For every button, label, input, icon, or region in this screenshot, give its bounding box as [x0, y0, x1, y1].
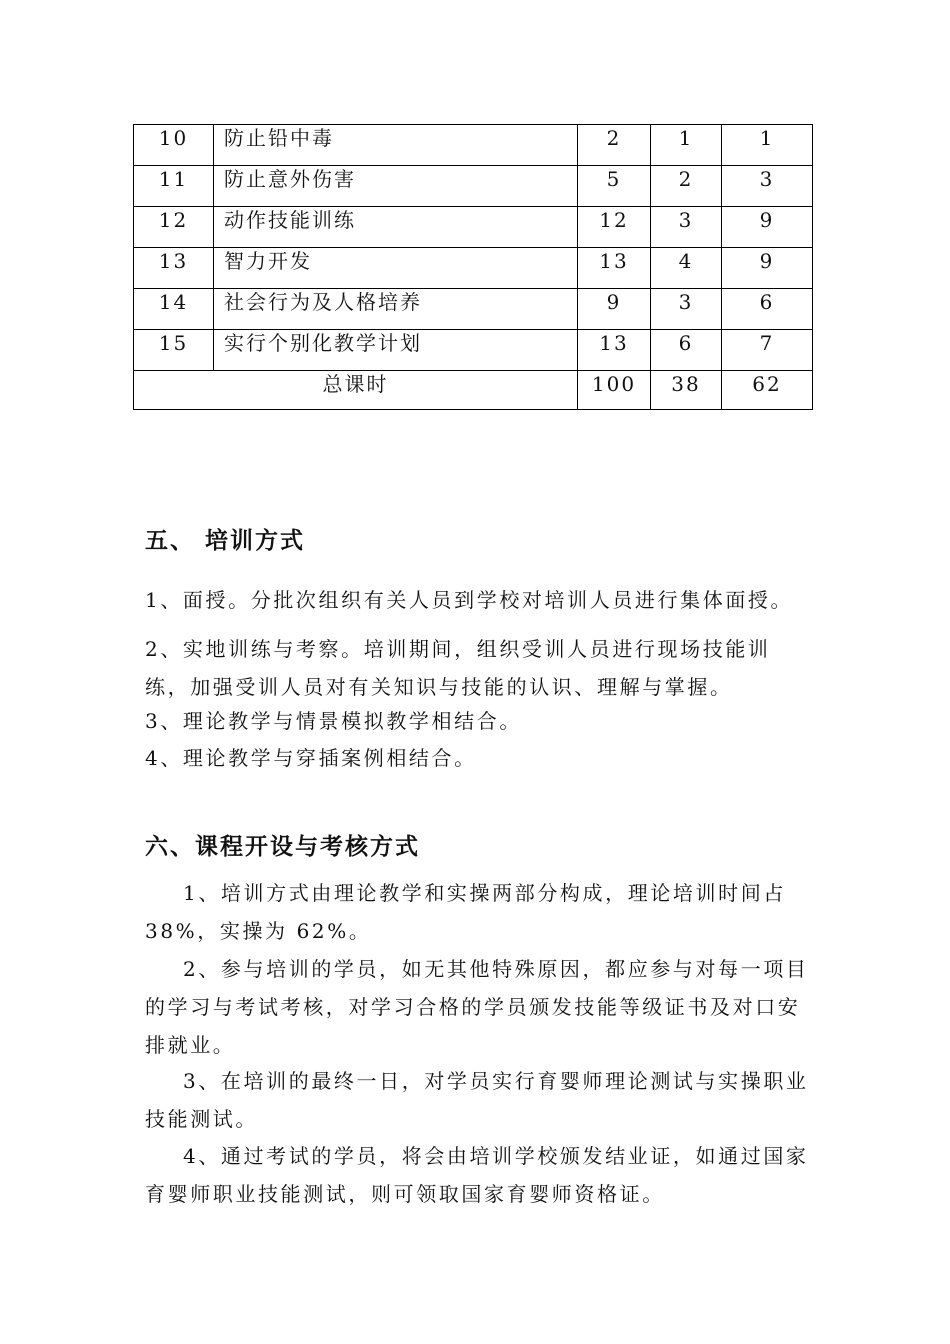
section-6-item-3: 3、在培训的最终一日，对学员实行育婴师理论测试与实操职业技能测试。 [145, 1069, 809, 1131]
grand-theory-hours: 38 [651, 371, 722, 410]
table-row [134, 248, 813, 289]
theory-hours: 2 [651, 166, 722, 207]
course-name: 智力开发 [214, 248, 578, 289]
course-name: 防止铅中毒 [214, 125, 578, 166]
course-hours-table [133, 124, 813, 410]
table-row [134, 207, 813, 248]
table-row [134, 166, 813, 207]
practice-hours: 3 [722, 166, 813, 207]
total-hours: 13 [578, 248, 651, 289]
section-6-title: 六、课程开设与考核方式 [145, 833, 420, 860]
practice-hours: 6 [722, 289, 813, 330]
section-5-item-1: 1、面授。分批次组织有关人员到学校对培训人员进行集体面授。 [145, 588, 794, 612]
section-6-item-4: 4、通过考试的学员，将会由培训学校颁发结业证，如通过国家育婴师职业技能测试，则可领取国家育婴师资格证。 [145, 1144, 809, 1206]
grand-total-hours: 100 [578, 371, 651, 410]
course-name: 实行个别化教学计划 [214, 330, 578, 371]
total-hours: 9 [578, 289, 651, 330]
table-row [134, 125, 813, 166]
section-5-item-2: 2、实地训练与考察。培训期间，组织受训人员进行现场技能训练，加强受训人员对有关知识与技能的认识、理解与掌握。 [145, 637, 771, 699]
total-label: 总课时 [134, 371, 578, 410]
row-number: 12 [134, 207, 214, 248]
course-name: 社会行为及人格培养 [214, 289, 578, 330]
theory-hours: 3 [651, 207, 722, 248]
section-6-item-1: 1、培训方式由理论教学和实操两部分构成，理论培训时间占 38%，实操为 62%。 [145, 881, 786, 943]
course-name: 动作技能训练 [214, 207, 578, 248]
total-hours: 2 [578, 125, 651, 166]
total-row [134, 371, 813, 410]
row-number: 11 [134, 166, 214, 207]
row-number: 13 [134, 248, 214, 289]
practice-hours: 9 [722, 207, 813, 248]
table-row [134, 289, 813, 330]
practice-hours: 7 [722, 330, 813, 371]
section-5-item-3: 3、理论教学与情景模拟教学相结合。 [145, 709, 522, 733]
row-number: 15 [134, 330, 214, 371]
row-number: 10 [134, 125, 214, 166]
total-hours: 13 [578, 330, 651, 371]
table-row [134, 330, 813, 371]
practice-hours: 1 [722, 125, 813, 166]
total-hours: 12 [578, 207, 651, 248]
section-6-item-2: 2、参与培训的学员，如无其他特殊原因，都应参与对每一项目的学习与考试考核，对学习合格的学员颁发技能等级证书及对口安排就业。 [145, 957, 809, 1057]
theory-hours: 3 [651, 289, 722, 330]
section-5-title: 五、 培训方式 [145, 527, 306, 554]
theory-hours: 6 [651, 330, 722, 371]
section-5-item-4: 4、理论教学与穿插案例相结合。 [145, 746, 477, 770]
theory-hours: 4 [651, 248, 722, 289]
theory-hours: 1 [651, 125, 722, 166]
grand-practice-hours: 62 [722, 371, 813, 410]
course-name: 防止意外伤害 [214, 166, 578, 207]
row-number: 14 [134, 289, 214, 330]
total-hours: 5 [578, 166, 651, 207]
practice-hours: 9 [722, 248, 813, 289]
